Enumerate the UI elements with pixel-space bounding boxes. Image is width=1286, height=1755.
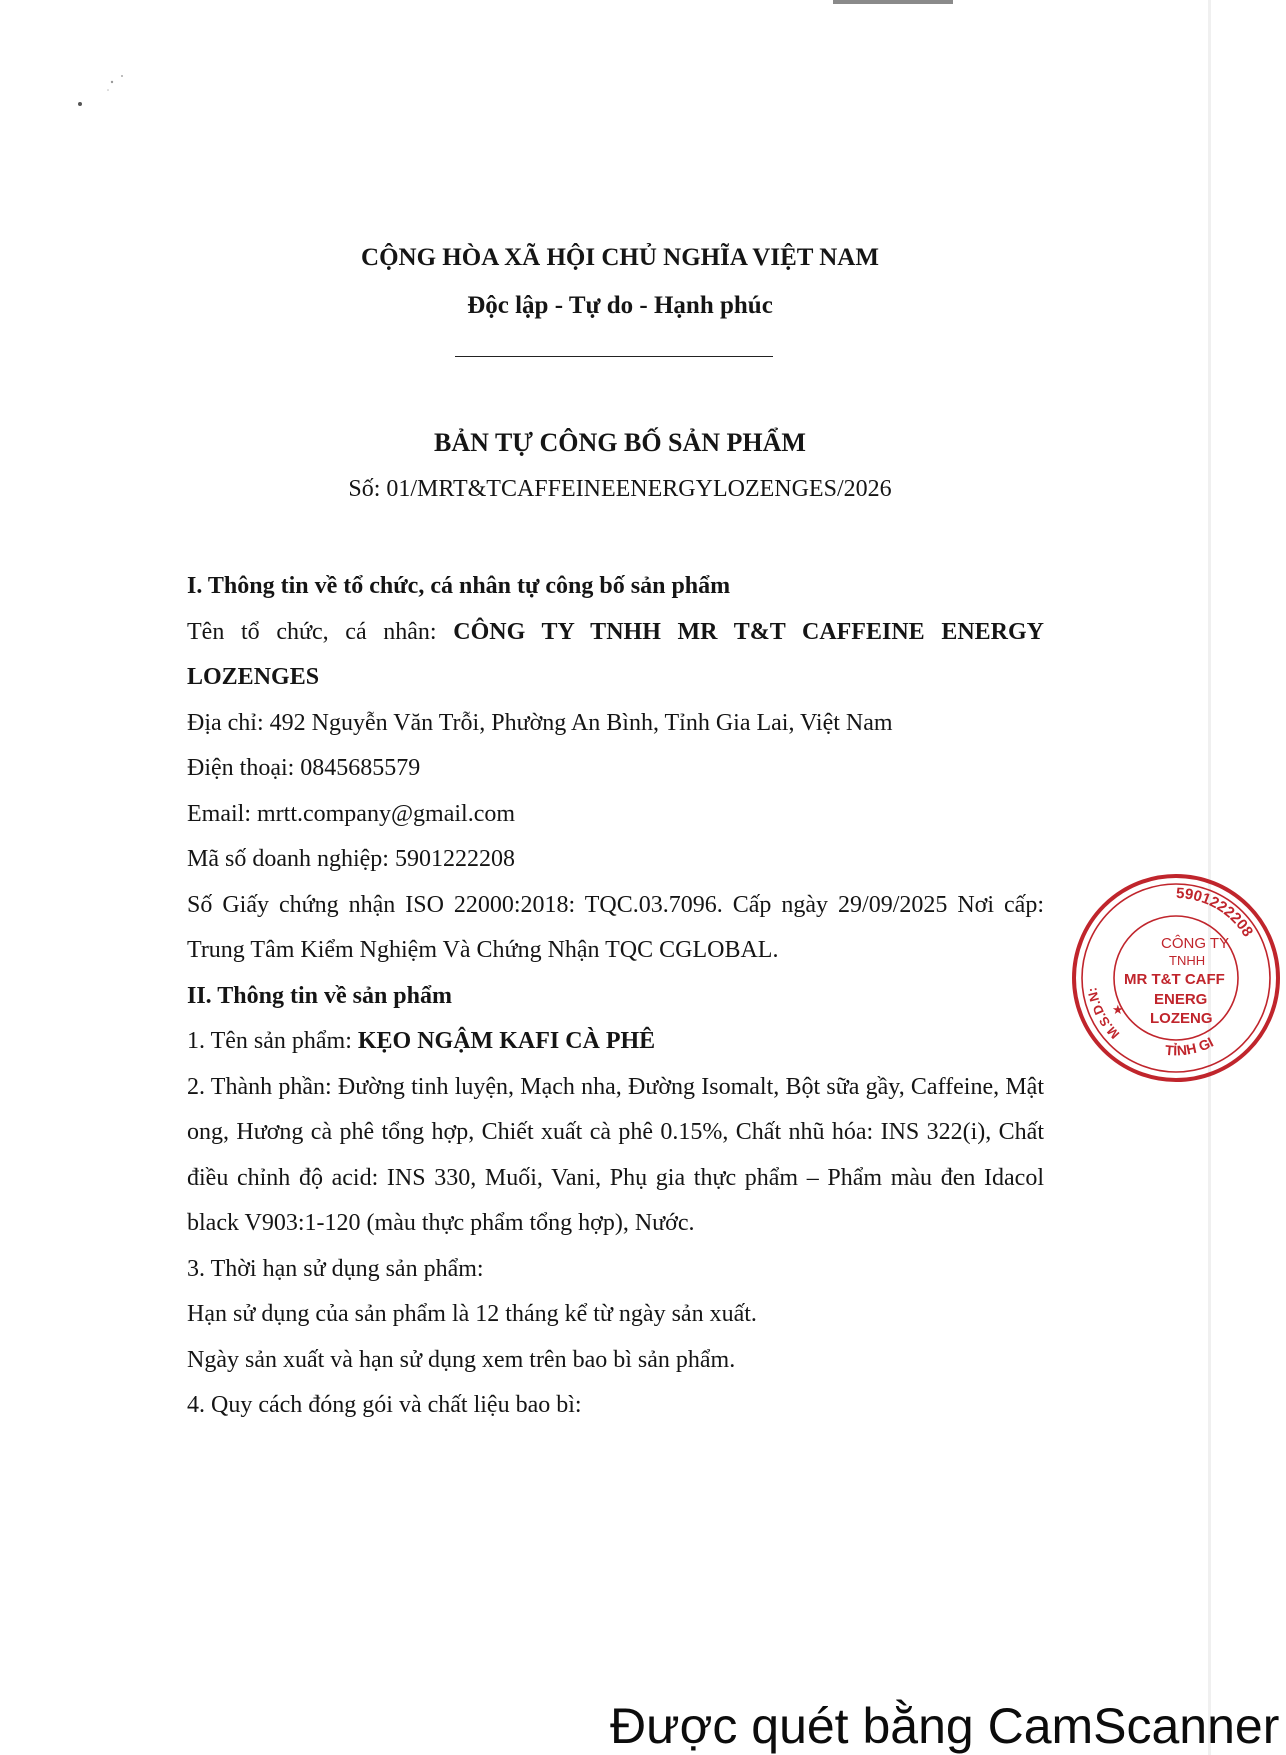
company-seal xyxy=(1066,868,1286,1088)
org-label: Tên tổ chức, cá nhân: xyxy=(187,618,454,645)
scan-specks xyxy=(72,72,132,112)
document-number: Số: 01/MRT&TCAFFEINEENERGYLOZENGES/2026 xyxy=(348,476,892,502)
seal-left-arc: M.S.D.N: xyxy=(1084,986,1123,1042)
product-name-label: 1. Tên sản phẩm: xyxy=(187,1028,358,1054)
product-name-line xyxy=(187,1019,1044,1065)
seal-bottom-arc: TỈNH GI xyxy=(1164,1033,1216,1059)
shelf-life-heading: 3. Thời hạn sử dụng sản phẩm: xyxy=(187,1255,484,1282)
country-header: CỘNG HÒA XÃ HỘI CHỦ NGHĨA VIỆT NAM xyxy=(361,244,879,271)
section1-heading: I. Thông tin về tổ chức, cá nhân tự công bố sản phẩm xyxy=(187,573,731,599)
shelf-life-line2: Ngày sản xuất và hạn sử dụng xem trên bao bì sản phẩm. xyxy=(187,1346,736,1373)
header-divider xyxy=(455,356,773,357)
document-title: BẢN TỰ CÔNG BỐ SẢN PHẨM xyxy=(434,428,806,457)
org-line xyxy=(187,610,1044,701)
phone-line: Điện thoại: 0845685579 xyxy=(187,755,421,781)
scan-edge-mark xyxy=(833,0,953,4)
seal-star-icon: ★ xyxy=(1112,1002,1124,1017)
seal-line-4: ENERG xyxy=(1154,991,1208,1008)
seal-top-arc: 5901222208 xyxy=(1175,884,1257,940)
seal-line-5: LOZENG xyxy=(1150,1010,1213,1027)
iso-line: Số Giấy chứng nhận ISO 22000:2018: TQC.03.7096. Cấp ngày 29/09/2025 Nơi cấp: Trung Tâm Kiểm Nghiệm Và Chứng Nhận TQC CGLOBAL. xyxy=(187,891,1044,963)
ingredients-line: 2. Thành phần: Đường tinh luyện, Mạch nha, Đường Isomalt, Bột sữa gầy, Caffeine, Mật ong, Hương cà phê tổng hợp, Chiết xuất cà phê 0.15%, Chất nhũ hóa: INS 322(i), Chất điều chỉnh độ acid: INS 330, Muối, Vani, Phụ gia thực phẩm – Phẩm màu đen Idacol black V903:1-120 (màu thực phẩm tổng hợp), Nước. xyxy=(187,1073,1044,1236)
scanner-watermark: Được quét bằng CamScanner xyxy=(610,1698,1280,1754)
packaging-heading: 4. Quy cách đóng gói và chất liệu bao bì: xyxy=(187,1392,582,1418)
address-line: Địa chỉ: 492 Nguyễn Văn Trỗi, Phường An Bình, Tỉnh Gia Lai, Việt Nam xyxy=(187,709,893,736)
seal-line-2: TNHH xyxy=(1169,953,1206,968)
seal-line-3: MR T&T CAFF xyxy=(1124,971,1225,988)
product-name: KẸO NGẬM KAFI CÀ PHÊ xyxy=(357,1028,656,1054)
email-line: Email: mrtt.company@gmail.com xyxy=(187,800,516,827)
motto: Độc lập - Tự do - Hạnh phúc xyxy=(467,292,773,319)
seal-line-1: CÔNG TY xyxy=(1161,935,1230,952)
shelf-life-line1: Hạn sử dụng của sản phẩm là 12 tháng kể từ ngày sản xuất. xyxy=(187,1301,757,1327)
org-name: CÔNG TY TNHH MR T&T CAFFEINE ENERGY LOZENGES xyxy=(187,618,1045,690)
document-body xyxy=(187,564,1044,1429)
section2-heading: II. Thông tin về sản phẩm xyxy=(187,982,452,1009)
tax-code-line: Mã số doanh nghiệp: 5901222208 xyxy=(187,846,515,872)
